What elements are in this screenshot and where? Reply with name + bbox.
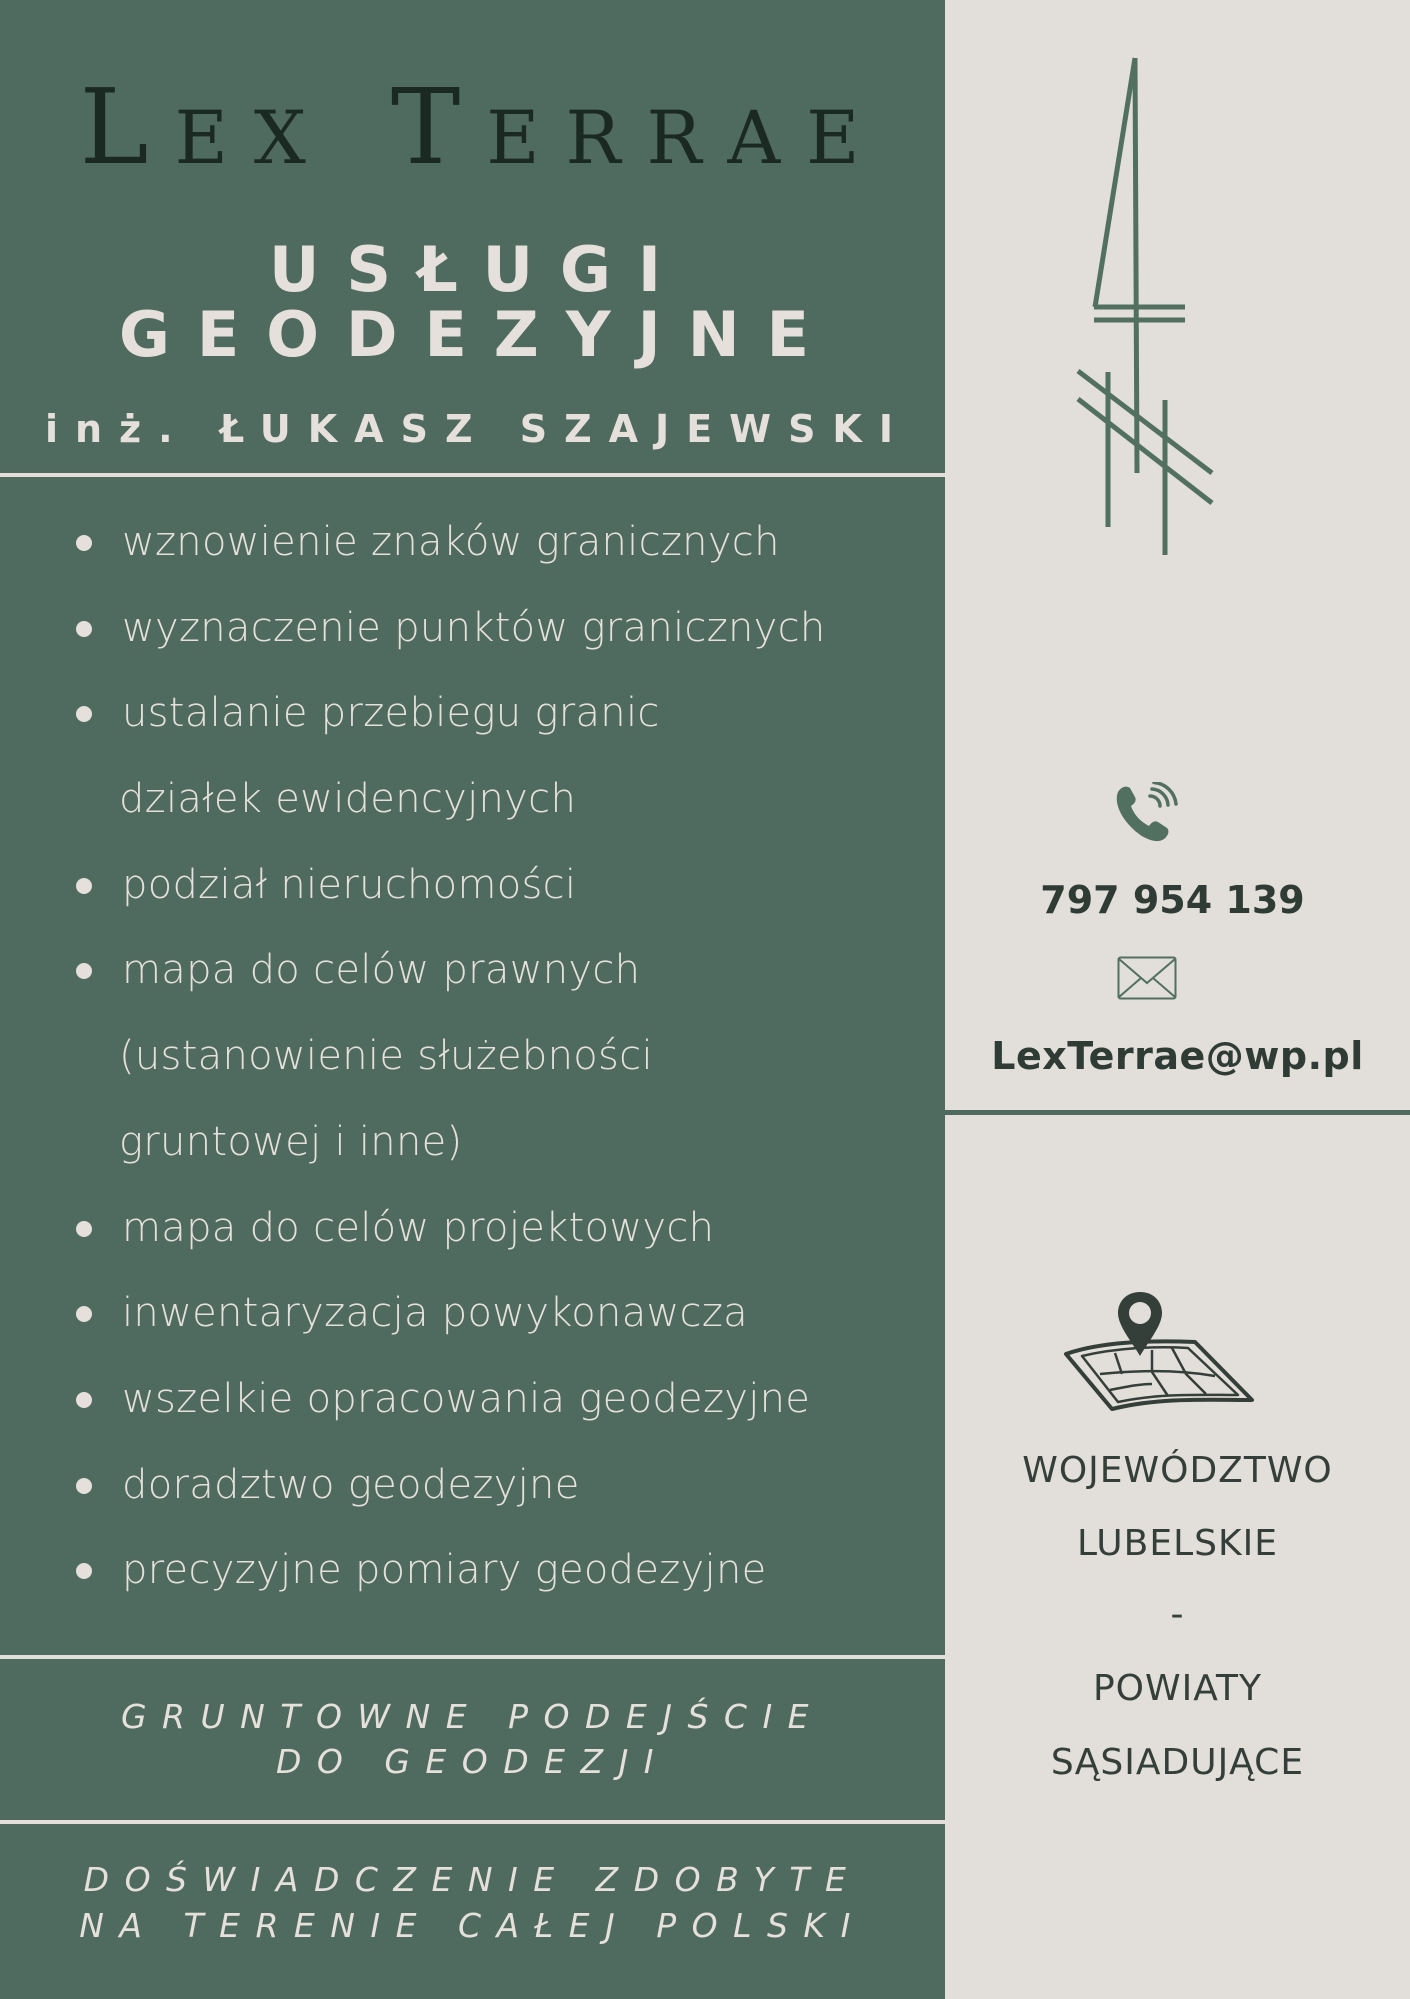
services-list xyxy=(0,505,945,1619)
service-text: wznowienie znaków granicznych xyxy=(122,519,780,565)
service-item-continuation xyxy=(0,1019,945,1105)
brand-title: Lex Terrae xyxy=(79,66,886,188)
bullet-icon xyxy=(76,1563,92,1579)
service-item-continuation xyxy=(0,1105,945,1191)
service-text: ustalanie przebiegu granic xyxy=(122,690,660,737)
bullet-icon xyxy=(76,706,92,722)
service-text: gruntowej i inne) xyxy=(119,1118,463,1165)
service-item xyxy=(0,1362,945,1448)
region-line-2: LUBELSKIE xyxy=(1077,1523,1278,1564)
service-item xyxy=(0,848,945,934)
tagline-1-line-2: DO GEODEZJI xyxy=(275,1742,670,1781)
engineer-name: inż. ŁUKASZ SZAJEWSKI xyxy=(44,407,911,451)
bullet-icon xyxy=(76,621,92,637)
bullet-icon xyxy=(76,1306,92,1322)
service-item xyxy=(0,676,945,762)
contact-divider xyxy=(945,1110,1410,1115)
service-item xyxy=(0,1448,945,1534)
service-text: wszelkie opracowania geodezyjne xyxy=(122,1375,811,1422)
email-address[interactable]: LexTerrae@wp.pl xyxy=(991,1034,1364,1078)
bullet-icon xyxy=(76,878,92,894)
envelope-icon[interactable] xyxy=(1117,956,1177,1000)
bullet-icon xyxy=(76,1221,92,1237)
service-text: działek ewidencyjnych xyxy=(119,776,577,823)
phone-ringing-icon[interactable] xyxy=(1112,782,1180,846)
service-item-continuation xyxy=(0,762,945,848)
service-text: wyznaczenie punktów granicznych xyxy=(122,604,826,651)
service-item xyxy=(0,1191,945,1277)
services-divider xyxy=(0,1655,945,1659)
phone-number[interactable]: 797 954 139 xyxy=(1040,878,1305,922)
logo-mark-icon xyxy=(0,0,1410,600)
service-text: inwentaryzacja powykonawcza xyxy=(122,1290,748,1337)
headline-line-1: USŁUGI xyxy=(269,233,688,306)
service-item xyxy=(0,1533,945,1619)
region-line-4: SĄSIADUJĄCE xyxy=(1050,1742,1305,1783)
bullet-icon xyxy=(76,1478,92,1494)
tagline-1-line-1: GRUNTOWNE PODEJŚCIE xyxy=(120,1697,825,1736)
service-text: doradztwo geodezyjne xyxy=(122,1461,580,1508)
tagline-divider xyxy=(0,1820,945,1824)
bullet-icon xyxy=(76,1392,92,1408)
tagline-2-line-1: DOŚWIADCZENIE ZDOBYTE xyxy=(83,1860,862,1899)
region-line-1: WOJEWÓDZTWO xyxy=(1022,1450,1333,1491)
map-pin-icon xyxy=(1060,1292,1260,1414)
service-text: mapa do celów prawnych xyxy=(122,947,641,994)
service-text: precyzyjne pomiary geodezyjne xyxy=(122,1547,767,1594)
service-text: mapa do celów projektowych xyxy=(122,1204,715,1251)
headline-line-2: GEODEZYJNE xyxy=(119,298,836,371)
region-separator: - xyxy=(1170,1594,1185,1635)
service-text: (ustanowienie służebności xyxy=(119,1033,653,1080)
tagline-2-line-2: NA TERENIE CAŁEJ POLSKI xyxy=(79,1906,866,1945)
bullet-icon xyxy=(76,963,92,979)
service-text: podział nieruchomości xyxy=(122,861,577,908)
service-item xyxy=(0,933,945,1019)
service-item xyxy=(0,1276,945,1362)
region-line-3: POWIATY xyxy=(1092,1668,1263,1709)
service-item xyxy=(0,591,945,677)
